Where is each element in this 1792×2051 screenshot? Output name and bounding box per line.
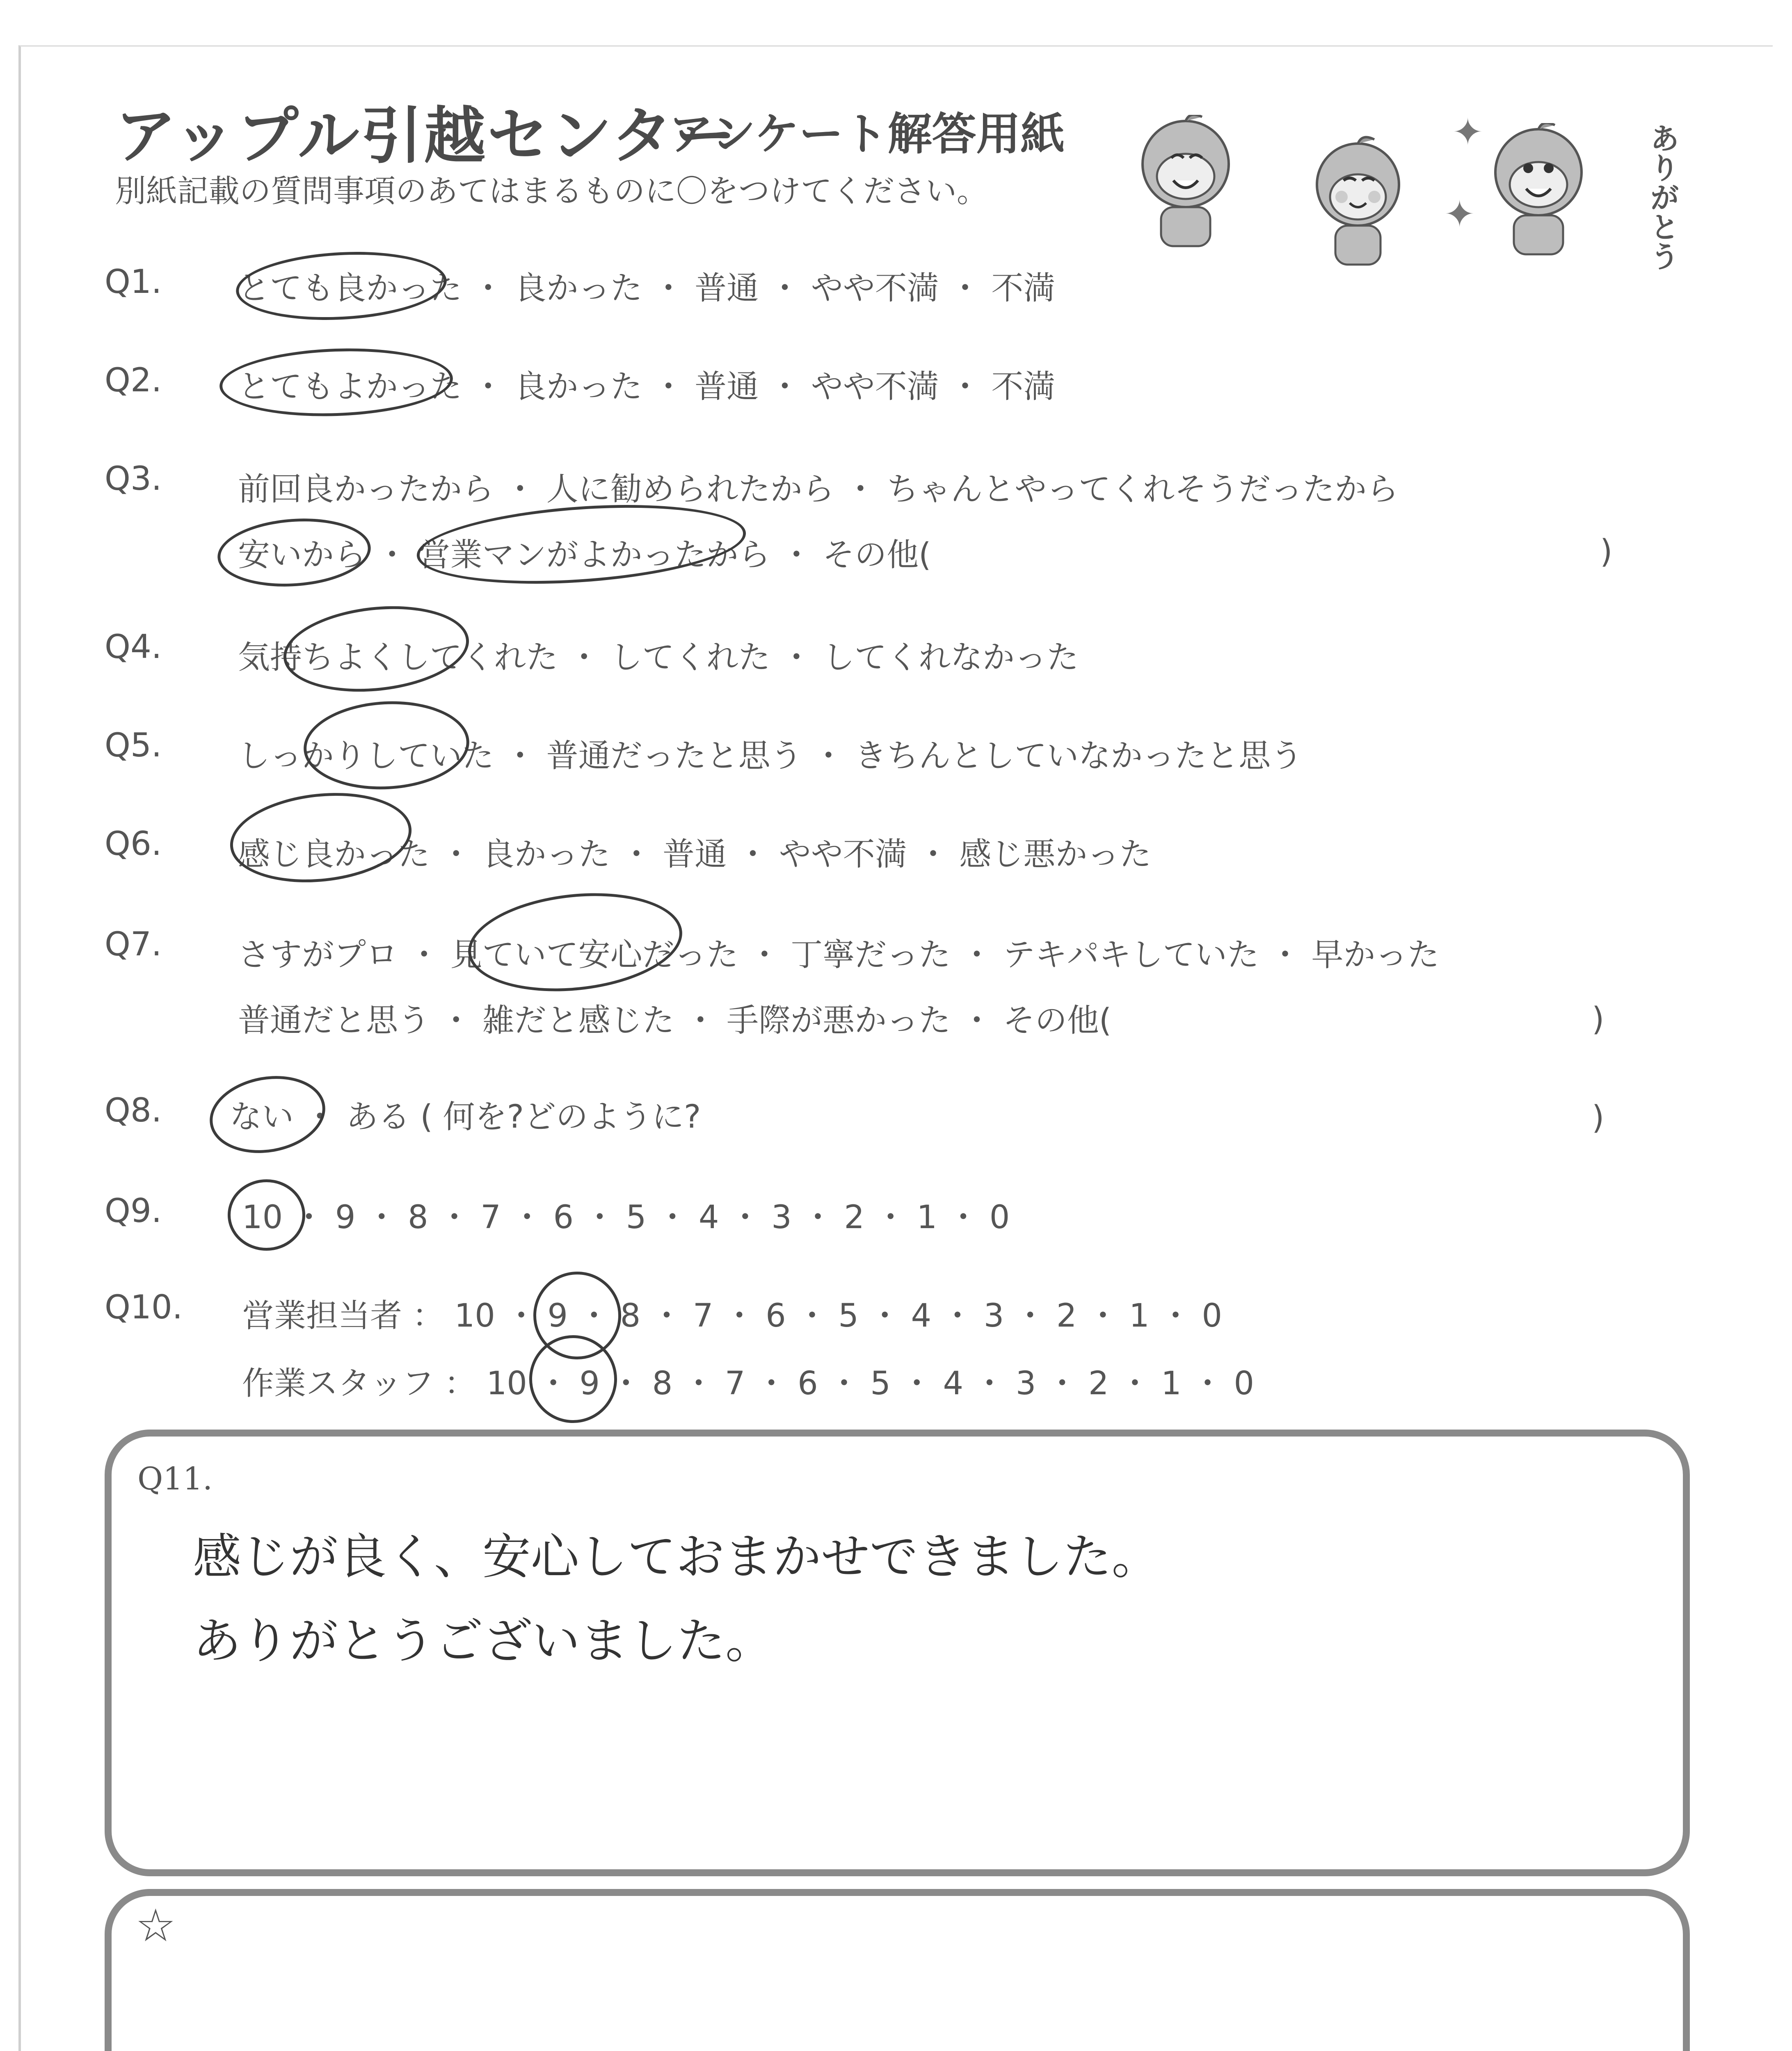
sparkle-icon: ✦ <box>1444 193 1475 236</box>
q1-number: Q1. <box>105 263 162 301</box>
q11-comment-line2: ありがとうございました。 <box>193 1612 774 1669</box>
q8-number: Q8. <box>105 1091 162 1129</box>
monkey-icon <box>1132 115 1239 250</box>
q7-options-line1: さすがプロ ・ 見ていて安心だった ・ 丁寧だった ・ テキパキしていた ・ 早かった <box>238 936 1440 973</box>
q2-options: とてもよかった ・ 良かった ・ 普通 ・ やや不満 ・ 不満 <box>238 368 1056 405</box>
q3-close-paren: ) <box>1600 533 1613 570</box>
q4-options: 気持ちよくしてくれた ・ してくれた ・ してくれなかった <box>238 639 1079 676</box>
q8-close-paren: ) <box>1592 1099 1605 1136</box>
instruction-text: 別紙記載の質問事項のあてはまるものに〇をつけてください。 <box>115 173 988 209</box>
q10-staff-options: 作業スタッフ ： 10 ・ 9 ・ 8 ・ 7 ・ 6 ・ 5 ・ 4 ・ 3 ・ 2 ・ 1 ・ 0 <box>242 1365 1254 1402</box>
thanks-text: ありがとう <box>1645 123 1680 271</box>
q7-options-line2: 普通だと思う ・ 雑だと感じた ・ 手際が悪かった ・ その他( <box>238 1002 1112 1039</box>
q9-number: Q9. <box>105 1192 162 1230</box>
q10-sales-options: 営業担当者 ： 10 ・ 9 ・ 8 ・ 7 ・ 6 ・ 5 ・ 4 ・ 3 ・ 2 ・ 1 ・ 0 <box>242 1297 1222 1334</box>
q6-options: 感じ良かった ・ 良かった ・ 普通 ・ やや不満 ・ 感じ悪かった <box>238 836 1152 873</box>
q5-options: しっかりしていた ・ 普通だったと思う ・ きちんとしていなかったと思う <box>238 738 1303 774</box>
q6-number: Q6. <box>105 825 162 863</box>
star-comment-box <box>105 1889 1690 2051</box>
q3-number: Q3. <box>105 459 162 498</box>
monkey-icon <box>1485 123 1592 258</box>
q4-number: Q4. <box>105 628 162 666</box>
sparkle-icon: ✦ <box>1452 111 1483 154</box>
q9-options: 10 ・ 9 ・ 8 ・ 7 ・ 6 ・ 5 ・ 4 ・ 3 ・ 2 ・ 1 ・ 0 <box>242 1199 1010 1236</box>
monkey-icon <box>1305 135 1411 271</box>
q2-number: Q2. <box>105 361 162 399</box>
q3-options-line1: 前回良かったから ・ 人に勧められたから ・ ちゃんとやってくれそうだったから <box>238 471 1399 508</box>
brand-title: アップル引越センター <box>115 100 738 172</box>
star-icon: ☆ <box>135 1899 176 1952</box>
q11-comment-line1: 感じが良く、安心しておまかせできました。 <box>193 1528 1160 1585</box>
answer-circle <box>228 1179 305 1251</box>
q3-options-line2: 安いから ・ 営業マンがよかったから ・ その他( <box>238 537 931 573</box>
q10-number: Q10. <box>105 1288 183 1326</box>
q7-number: Q7. <box>105 925 162 963</box>
q7-close-paren: ) <box>1592 1001 1605 1038</box>
q5-number: Q5. <box>105 726 162 764</box>
q8-options: ない ・ ある ( 何を?どのように? <box>230 1099 701 1135</box>
q11-label: Q11. <box>137 1460 213 1497</box>
form-subtitle: アンケート解答用紙 <box>669 109 1065 160</box>
q1-options: とても良かった ・ 良かった ・ 普通 ・ やや不満 ・ 不満 <box>238 270 1056 307</box>
